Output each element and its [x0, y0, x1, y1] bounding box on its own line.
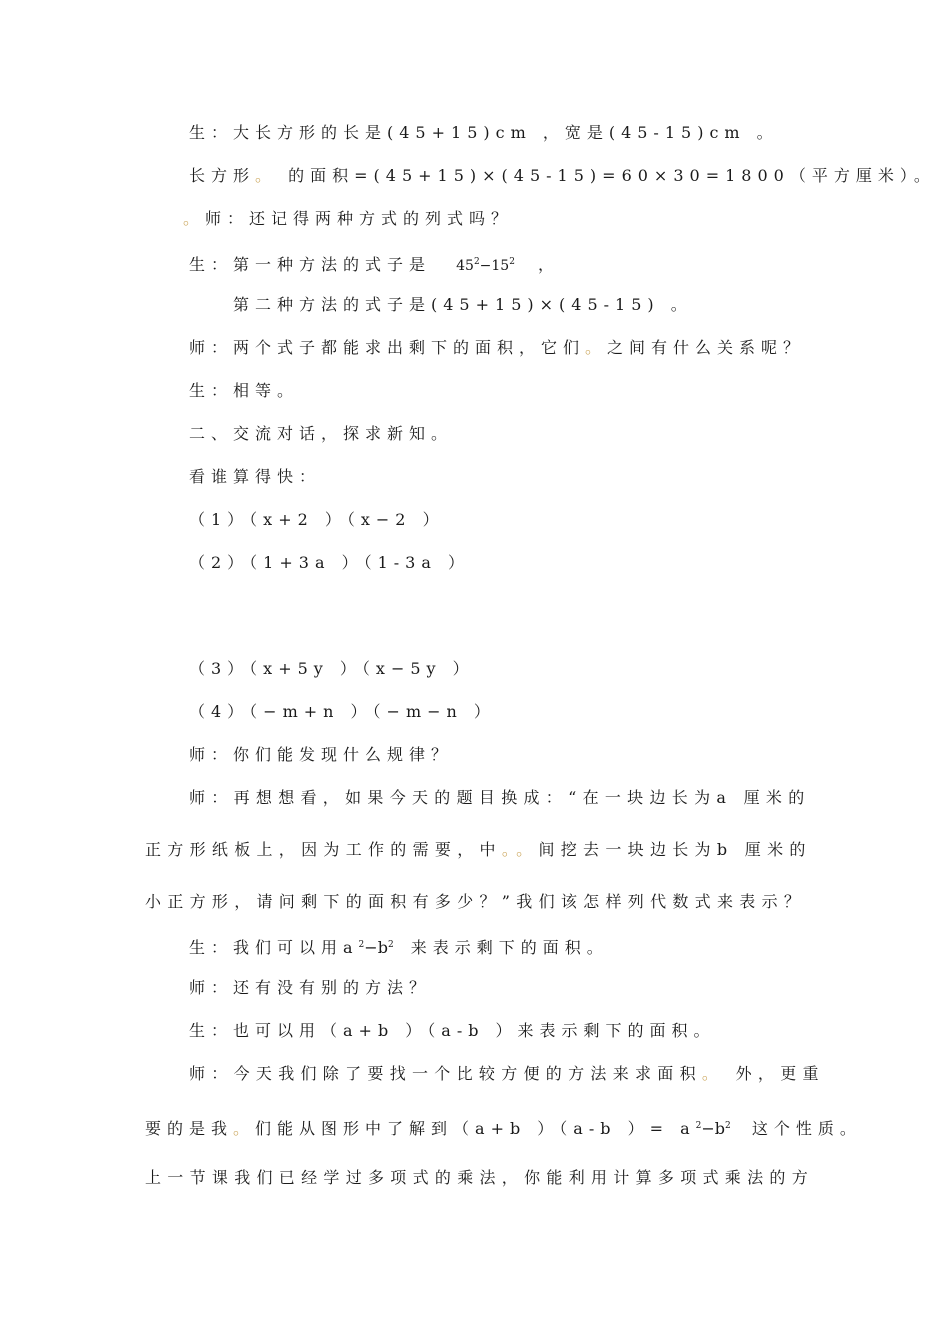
highlight-dot: 。 — [701, 1064, 725, 1083]
line-3: 。师：还记得两种方式的列式吗？ — [183, 209, 514, 228]
line-5: 第二种方法的式子是(45+15)×(45-15) 。 — [233, 295, 693, 314]
line-22: 要的是我。们能从图形中了解到（a+b ）（a-b ）= $a^2-b^2$ 这个性质。 — [145, 1119, 862, 1138]
highlight-dot: 。 — [255, 166, 278, 185]
line-16: 正方形纸板上，因为工作的需要，中。。间挖去一块边长为b 厘米的 — [145, 840, 812, 859]
highlight-dot: 。 — [501, 840, 517, 859]
exercise-1: （1）（x+2 ）（x−2 ） — [189, 510, 445, 529]
line-18: 生：我们可以用$a^2-b^2$ 来表示剩下的面积。 — [189, 938, 609, 957]
line-21: 师：今天我们除了要找一个比较方便的方法来求面积。 外，更重 — [189, 1064, 825, 1083]
line-19: 师：还有没有别的方法？ — [189, 978, 432, 997]
line-14: 师：你们能发现什么规律？ — [189, 745, 454, 764]
section-heading: 二、交流对话，探求新知。 — [189, 424, 454, 443]
line-17: 小正方形，请问剩下的面积有多少？”我们该怎样列代数式来表示？ — [145, 892, 807, 911]
line-6: 师：两个式子都能求出剩下的面积，它们。之间有什么关系呢？ — [189, 338, 806, 357]
line-20: 生：也可以用（a+b ）（a-b ）来表示剩下的面积。 — [189, 1021, 716, 1040]
line-1: 生：大长方形的长是(45+15)cm ，宽是(45-15)cm 。 — [189, 123, 779, 142]
exercise-3: （3）（x+5y ）（x−5y ） — [189, 659, 475, 678]
line-2: 长方形。 的面积=(45+15)×(45-15)=60×30=1800（平方厘米）。 — [189, 166, 936, 185]
line-23: 上一节课我们已经学过多项式的乘法，你能利用计算多项式乘法的方 — [145, 1168, 815, 1187]
highlight-dot: 。 — [585, 338, 608, 357]
line-4: 生：第一种方法的式子是 $45^2-15^2$ ， — [189, 255, 561, 274]
line-7: 生：相等。 — [189, 381, 300, 400]
line-15: 师：再想想看，如果今天的题目换成：“在一块边长为a 厘米的 — [189, 788, 811, 807]
exercise-4: （4）（−m+n ）（−m−n ） — [189, 702, 496, 721]
highlight-dot: 。 — [516, 840, 539, 859]
highlight-dot: 。 — [183, 209, 206, 228]
highlight-dot: 。 — [233, 1119, 256, 1138]
exercise-2: （2）（1+3a ）（1-3a ） — [189, 553, 470, 572]
line-9: 看谁算得快： — [189, 467, 322, 486]
